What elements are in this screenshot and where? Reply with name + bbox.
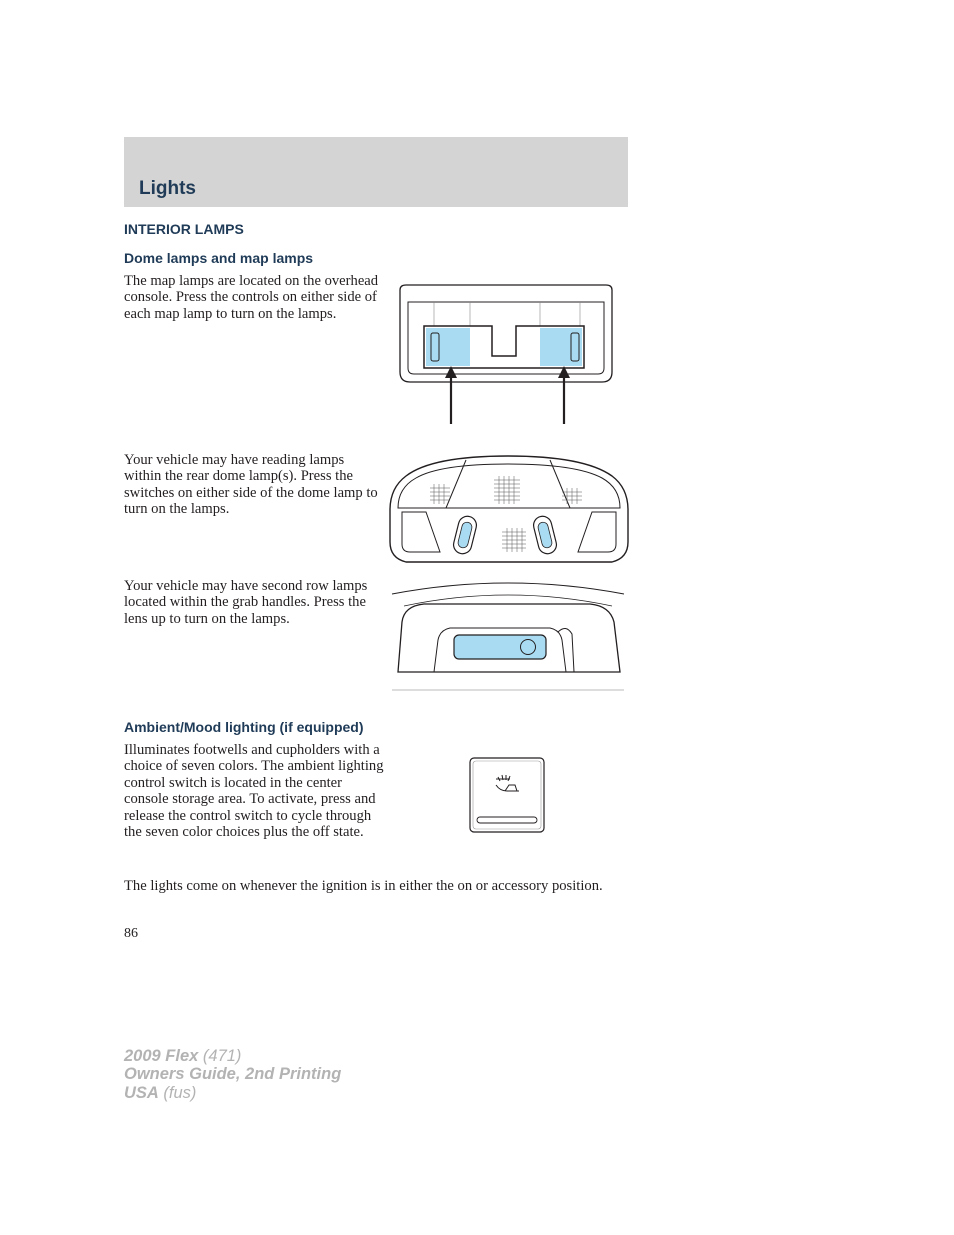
footer-region-code: (fus)	[158, 1083, 197, 1102]
grab-handle-lamp-lens[interactable]	[454, 635, 546, 659]
ambient-description-paragraph: Illuminates footwells and cupholders with a choice of seven colors. The ambient lighting control switch is located in the center console storage area. To activate, press and release the control switch to cycle through the seven color choices plus the off state.	[124, 742, 384, 841]
footer-model-code: (471)	[198, 1047, 242, 1065]
ambient-lighting-heading: Ambient/Mood lighting (if equipped)	[124, 719, 364, 735]
page-number: 86	[124, 926, 138, 941]
ambient-lighting-switch-illustration[interactable]	[469, 757, 547, 835]
grab-handle-lamp-illustration	[390, 582, 626, 694]
ignition-paragraph: The lights come on whenever the ignition is in either the on or accessory position.	[124, 878, 603, 894]
footer-imprint	[124, 1047, 341, 1102]
overhead-console-illustration	[394, 282, 618, 427]
chapter-title: Lights	[139, 178, 196, 199]
section-title: INTERIOR LAMPS	[124, 221, 244, 237]
dome-lamps-heading: Dome lamps and map lamps	[124, 250, 314, 266]
second-row-paragraph: Your vehicle may have second row lamps located within the grab handles. Press the lens up to turn on the lamps.	[124, 578, 368, 627]
footer-guide-title: Owners Guide, 2nd Printing	[124, 1065, 342, 1084]
footer-region: USA	[124, 1083, 159, 1102]
left-map-lamp-lens[interactable]	[426, 328, 470, 366]
footer-model: 2009 Flex	[124, 1047, 199, 1065]
chapter-header-band	[124, 137, 628, 207]
map-lamps-paragraph: The map lamps are located on the overhead console. Press the controls on either side of each map lamp to turn on the lamps.	[124, 273, 379, 322]
right-map-lamp-lens[interactable]	[540, 328, 582, 366]
rear-dome-lamp-illustration	[386, 452, 632, 566]
reading-lamps-paragraph: Your vehicle may have reading lamps within the rear dome lamp(s). Press the switches on either side of the dome lamp to turn on the lamps.	[124, 452, 378, 518]
